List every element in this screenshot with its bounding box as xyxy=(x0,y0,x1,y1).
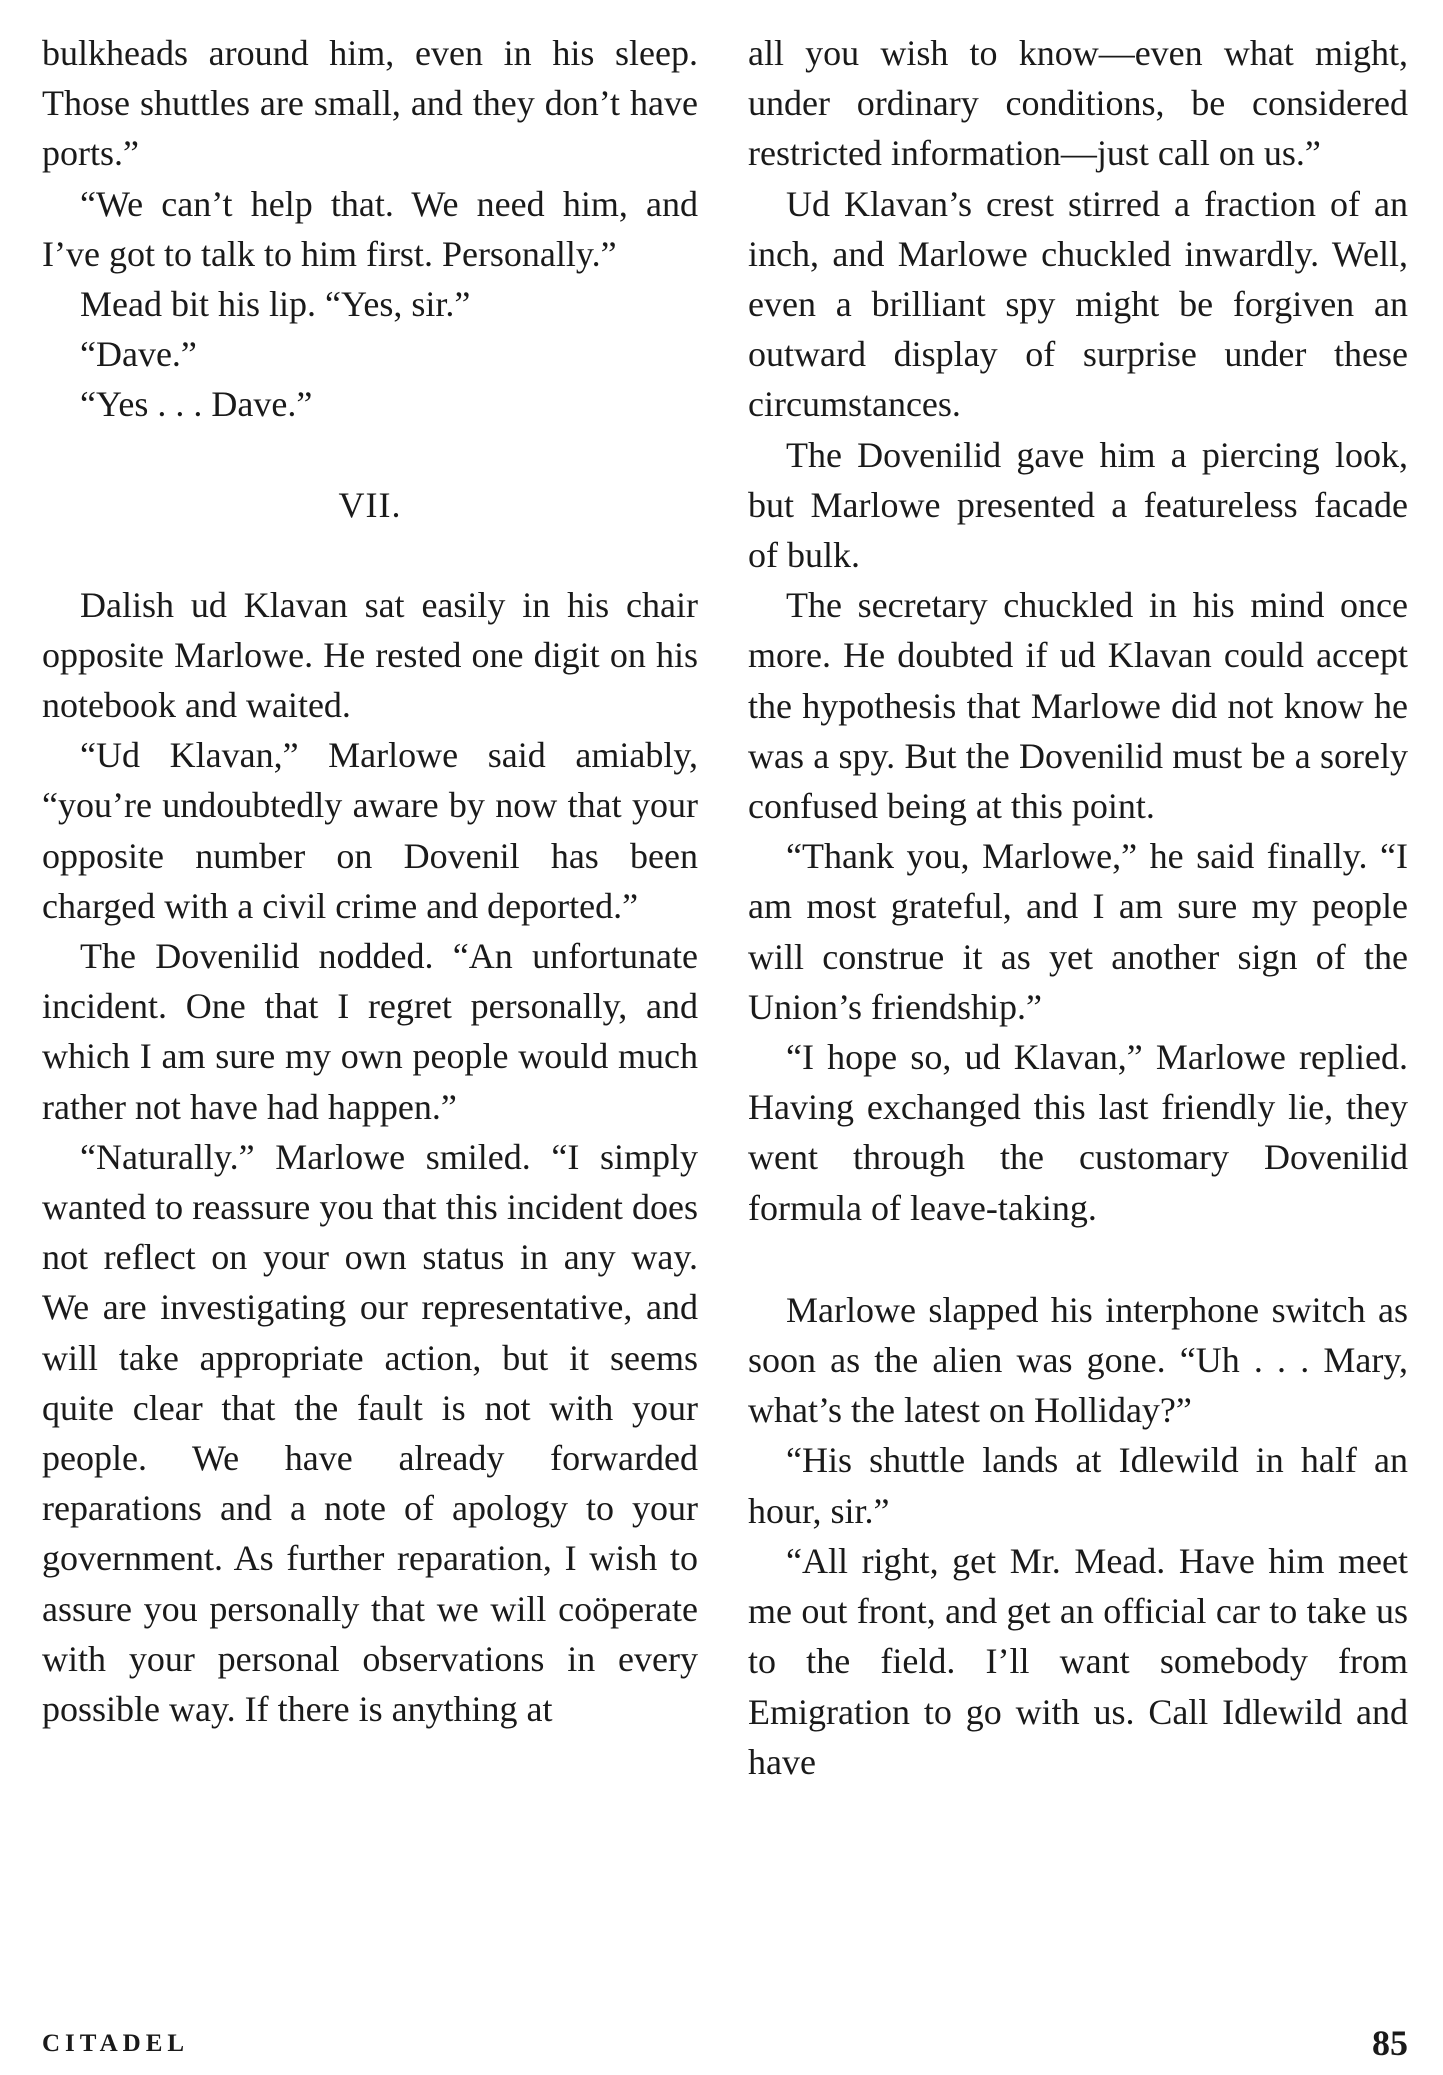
paragraph: “His shuttle lands at Idlewild in half an hour, sir.” xyxy=(748,1440,1408,1531)
paragraph: “Dave.” xyxy=(80,334,197,375)
paragraph: “All right, get Mr. Mead. Have him meet me out front, and get an official car to take us to the field. I’ll want somebody from Emigration to go with us. Call Idlewild and have xyxy=(748,1540,1408,1782)
right-column xyxy=(748,28,1408,1787)
paragraph: Ud Klavan’s crest stirred a fraction of an inch, and Marlowe chuckled inwardly. Well, even a brilliant spy might be forgiven an outward display of surprise under these circumstances. xyxy=(748,183,1408,425)
paragraph: Dalish ud Klavan sat easily in his chair opposite Marlowe. He rested one digit on his notebook and waited. xyxy=(42,584,698,726)
paragraph: Marlowe slapped his interphone switch as soon as the alien was gone. “Uh . . . Mary, what’s the latest on Holliday?” xyxy=(748,1289,1408,1431)
paragraph: bulkheads around him, even in his sleep. Those shuttles are small, and they don’t have ports.” xyxy=(42,33,698,174)
section-heading: VII. xyxy=(338,484,402,525)
paragraph: The Dovenilid gave him a piercing look, but Marlowe presented a featureless facade of bulk. xyxy=(748,434,1408,576)
paragraph: The Dovenilid nodded. “An unfortunate incident. One that I regret personally, and which I am sure my own people would much rather not have had happen.” xyxy=(42,936,698,1127)
paragraph: all you wish to know—even what might, under ordinary conditions, be considered restricted information—just call on us.” xyxy=(748,33,1408,174)
paragraph: The secretary chuckled in his mind once more. He doubted if ud Klavan could accept the hypothesis that Marlowe did not know he was a spy. But the Dovenilid must be a sorely confused being at this point. xyxy=(748,585,1408,827)
paragraph: “Yes . . . Dave.” xyxy=(80,384,313,425)
paragraph: “Naturally.” Marlowe smiled. “I simply wanted to reassure you that this incident does not reflect on your own status in any way. We are investigating our representative, and will take appropriate action, but it seems quite clear that the fault is not with your people. We have already forwarded reparations and a note of apology to your government. As further reparation, I wish to assure you personally that we will coöperate with your personal observations in every possible way. If there is anything at xyxy=(42,1136,698,1730)
paragraph: Mead bit his lip. “Yes, sir.” xyxy=(80,284,471,325)
paragraph: “I hope so, ud Klavan,” Marlowe replied. Having exchanged this last friendly lie, they went through the customary Dovenilid formula of leave-taking. xyxy=(748,1037,1408,1228)
scene-break xyxy=(748,1233,1408,1285)
page-number: 85 xyxy=(1372,2023,1408,2063)
page-footer xyxy=(42,2023,1408,2066)
paragraph: “Thank you, Marlowe,” he said finally. “I am most grateful, and I am sure my people will construe it as yet another sign of the Union’s friendship.” xyxy=(748,836,1408,1027)
paragraph: “We can’t help that. We need him, and I’ve got to talk to him first. Personally.” xyxy=(42,183,698,274)
running-head: CITADEL xyxy=(42,2030,190,2057)
paragraph: “Ud Klavan,” Marlowe said amiably, “you’re undoubtedly aware by now that your opposite number on Dovenil has been charged with a civil crime and deported.” xyxy=(42,735,698,926)
left-column xyxy=(42,28,698,1734)
